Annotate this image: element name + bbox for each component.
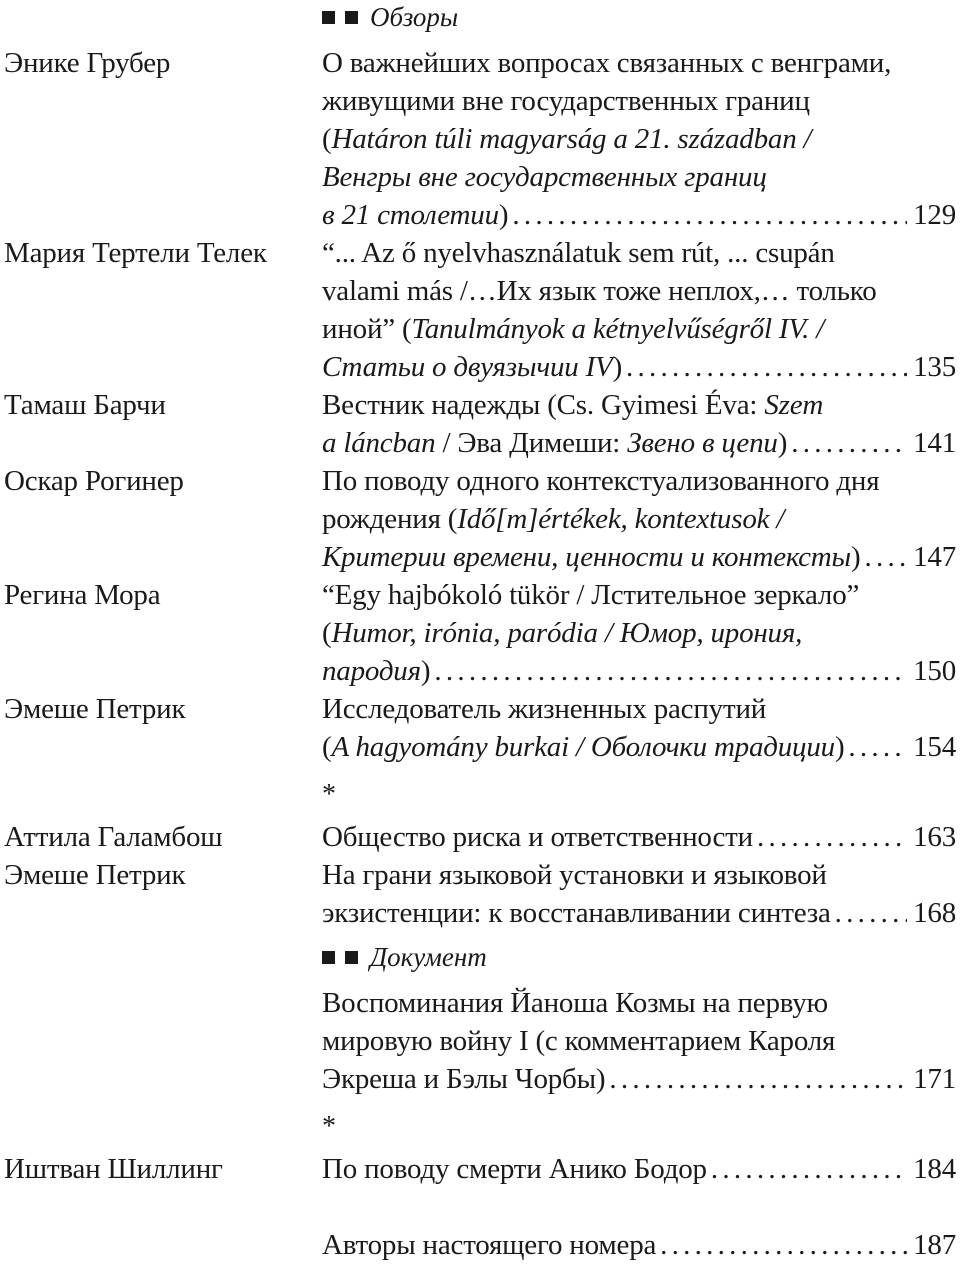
- entry-title-line: живущими вне государственных границ: [322, 85, 810, 117]
- entry-title-line: Венгры вне государственных границ: [322, 161, 767, 193]
- leader-dots: [864, 538, 907, 576]
- toc-entry[interactable]: [322, 462, 956, 576]
- page-number: 163: [913, 821, 956, 853]
- entry-title-line: в 21 столетии) . . . 129: [322, 196, 956, 234]
- entry-author: Энике Грубер: [4, 47, 171, 79]
- entry-title-line: “... Az ő nyelvhasználatuk sem rút, ... csupán: [322, 237, 835, 269]
- leader-dots: [757, 818, 907, 856]
- entry-author: Регина Мора: [4, 579, 161, 611]
- entry-author: Иштван Шиллинг: [4, 1153, 223, 1185]
- toc-entry[interactable]: [322, 984, 956, 1098]
- toc-entry[interactable]: [322, 576, 956, 690]
- entry-author: Тамаш Барчи: [4, 389, 166, 421]
- entry-title-line: мировую войну I (с комментарием Кароля: [322, 1025, 836, 1057]
- square-bullet-icon: [345, 951, 358, 964]
- page-number: 135: [913, 351, 956, 383]
- entry-title-line: О важнейших вопросах связанных с венграми,: [322, 47, 892, 79]
- page-number: 141: [913, 427, 956, 459]
- leader-dots: [660, 1226, 907, 1264]
- separator-asterisk: *: [322, 1111, 336, 1142]
- leader-dots: [848, 728, 907, 766]
- square-bullet-icon: [345, 11, 358, 24]
- entry-author: Оскар Рогинер: [4, 465, 184, 497]
- leader-dots: [711, 1150, 907, 1188]
- separator-asterisk: *: [322, 779, 336, 810]
- leader-dots: [512, 196, 907, 234]
- entry-title-line: Общество риска и ответственности . . . 163: [322, 818, 956, 856]
- page-number: 147: [913, 541, 956, 573]
- entry-title-line: (Humor, irónia, paródia / Юмор, ирония,: [322, 617, 803, 649]
- entry-title-line: (A hagyomány burkai / Оболочки традиции) . . . 154: [322, 728, 956, 766]
- toc-entry[interactable]: [322, 1226, 956, 1264]
- entry-title-line: пародия) . . . 150: [322, 652, 956, 690]
- page-number: 171: [913, 1063, 956, 1095]
- entry-title-line: “Egy hajbókoló tükör / Лстительное зеркало”: [322, 579, 860, 611]
- entry-author: Эмеше Петрик: [4, 859, 186, 891]
- toc-entry[interactable]: [322, 1150, 956, 1188]
- entry-title-line: экзистенции: к восстанавливании синтеза . . . 168: [322, 894, 956, 932]
- entry-author: Аттила Галамбош: [4, 821, 223, 853]
- entry-title-line: По поводу одного контекстуализованного дня: [322, 465, 880, 497]
- entry-title-line: Статьи о двуязычии IV) . . . 135: [322, 348, 956, 386]
- page-number: 154: [913, 731, 956, 763]
- section-heading-reviews: Обзоры: [322, 2, 458, 32]
- toc-entry[interactable]: [322, 234, 956, 386]
- entry-author: Мария Тертели Телек: [4, 237, 267, 269]
- entry-title-line: valami más /…Их язык тоже неплох,… только: [322, 275, 877, 307]
- leader-dots: [626, 348, 907, 386]
- page-number: 150: [913, 655, 956, 687]
- toc-entry[interactable]: [322, 386, 956, 462]
- entry-title-line: Воспоминания Йаноша Козмы на первую: [322, 987, 829, 1019]
- entry-title-line: На грани языковой установки и языковой: [322, 859, 827, 891]
- square-bullet-icon: [322, 11, 335, 24]
- entry-title-line: Критерии времени, ценности и контексты) . . . 147: [322, 538, 956, 576]
- leader-dots: [434, 652, 907, 690]
- entry-author: Эмеше Петрик: [4, 693, 186, 725]
- leader-dots: [791, 424, 907, 462]
- entry-title-line: Экреша и Бэлы Чорбы) . . . 171: [322, 1060, 956, 1098]
- entry-title-line: Авторы настоящего номера . . . 187: [322, 1226, 956, 1264]
- toc-entry[interactable]: [322, 44, 956, 234]
- toc-entry[interactable]: [322, 690, 956, 766]
- toc-entry[interactable]: [322, 818, 956, 856]
- toc-entry[interactable]: [322, 856, 956, 932]
- entry-title-line: рождения (Idő[m]értékek, kontextusok /: [322, 503, 785, 535]
- entry-title-line: Исследователь жизненных распутий: [322, 693, 767, 725]
- square-bullet-icon: [322, 951, 335, 964]
- section-heading-document: Документ: [322, 942, 487, 972]
- page-number: 187: [913, 1229, 956, 1261]
- leader-dots: [835, 894, 907, 932]
- entry-title-line: a láncban / Эва Димеши: Звено в цепи) . . . 141: [322, 424, 956, 462]
- leader-dots: [609, 1060, 907, 1098]
- page-number: 184: [913, 1153, 956, 1185]
- entry-title-line: иной” (Tanulmányok a kétnyelvűségről IV. /: [322, 313, 825, 345]
- entry-title-line: По поводу смерти Анико Бодор . . . 184: [322, 1150, 956, 1188]
- page-number: 129: [913, 199, 956, 231]
- entry-title-line: Вестник надежды (Cs. Gyimesi Éva: Szem: [322, 389, 824, 421]
- page-number: 168: [913, 897, 956, 929]
- entry-title-line: (Határon túli magyarság a 21. században /: [322, 123, 812, 155]
